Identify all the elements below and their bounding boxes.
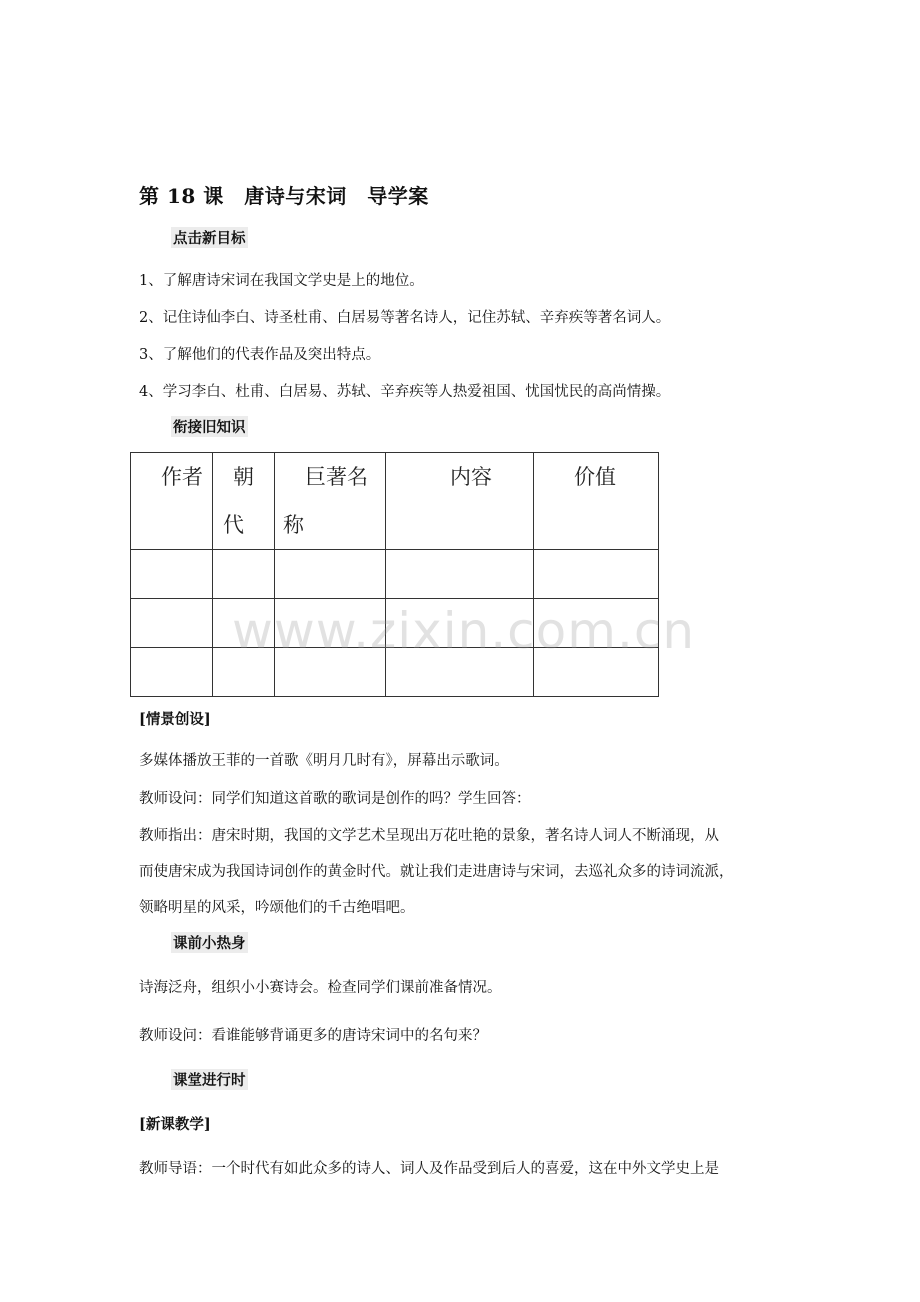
section-inclass: 课堂进行时 [171, 1069, 248, 1090]
table-row [131, 550, 659, 599]
table-header-row [131, 453, 659, 550]
scenario-paragraph: 而使唐宋成为我国诗词创作的黄金时代。就让我们走进唐诗与宋词，去巡礼众多的诗词流派， [139, 864, 734, 880]
scenario-paragraph: 教师指出：唐宋时期，我国的文学艺术呈现出万花吐艳的景象，著名诗人词人不断涌现，从 [139, 828, 719, 844]
page-title: 第 18 课 唐诗与宋词 导学案 [139, 184, 429, 208]
knowledge-table [130, 452, 659, 697]
header-value: 价值 [534, 453, 659, 550]
warmup-paragraph: 诗海泛舟，组织小小赛诗会。检查同学们课前准备情况。 [139, 980, 502, 996]
section-scenario: [情景创设] [139, 711, 211, 728]
warmup-paragraph: 教师设问：看谁能够背诵更多的唐诗宋词中的名句来？ [139, 1028, 487, 1044]
objective-item: 4、学习李白、杜甫、白居易、苏轼、辛弃疾等人热爱祖国、忧国忧民的高尚情操。 [139, 384, 671, 400]
header-work: 巨著名 称 [275, 453, 386, 550]
header-content: 内容 [386, 453, 534, 550]
newlesson-paragraph: 教师导语：一个时代有如此众多的诗人、词人及作品受到后人的喜爱，这在中外文学史上是 [139, 1161, 719, 1177]
objective-item: 2、记住诗仙李白、诗圣杜甫、白居易等著名诗人，记住苏轼、辛弃疾等著名词人。 [139, 310, 671, 326]
watermark: www.zixin.com.cn [232, 602, 696, 660]
objective-item: 1、了解唐诗宋词在我国文学史是上的地位。 [139, 273, 424, 289]
section-objectives: 点击新目标 [171, 227, 248, 248]
header-author: 作者 [131, 453, 213, 550]
scenario-paragraph: 多媒体播放王菲的一首歌《明月几时有》，屏幕出示歌词。 [139, 753, 509, 769]
section-review: 衔接旧知识 [171, 416, 248, 437]
section-warmup: 课前小热身 [171, 932, 248, 953]
header-dynasty: 朝 代 [213, 453, 275, 550]
objective-item: 3、了解他们的代表作品及突出特点。 [139, 347, 381, 363]
section-newlesson: [新课教学] [139, 1116, 211, 1133]
scenario-paragraph: 领略明星的风采，吟颂他们的千古绝唱吧。 [139, 900, 415, 916]
scenario-paragraph: 教师设问：同学们知道这首歌的歌词是创作的吗？学生回答： [139, 791, 531, 807]
